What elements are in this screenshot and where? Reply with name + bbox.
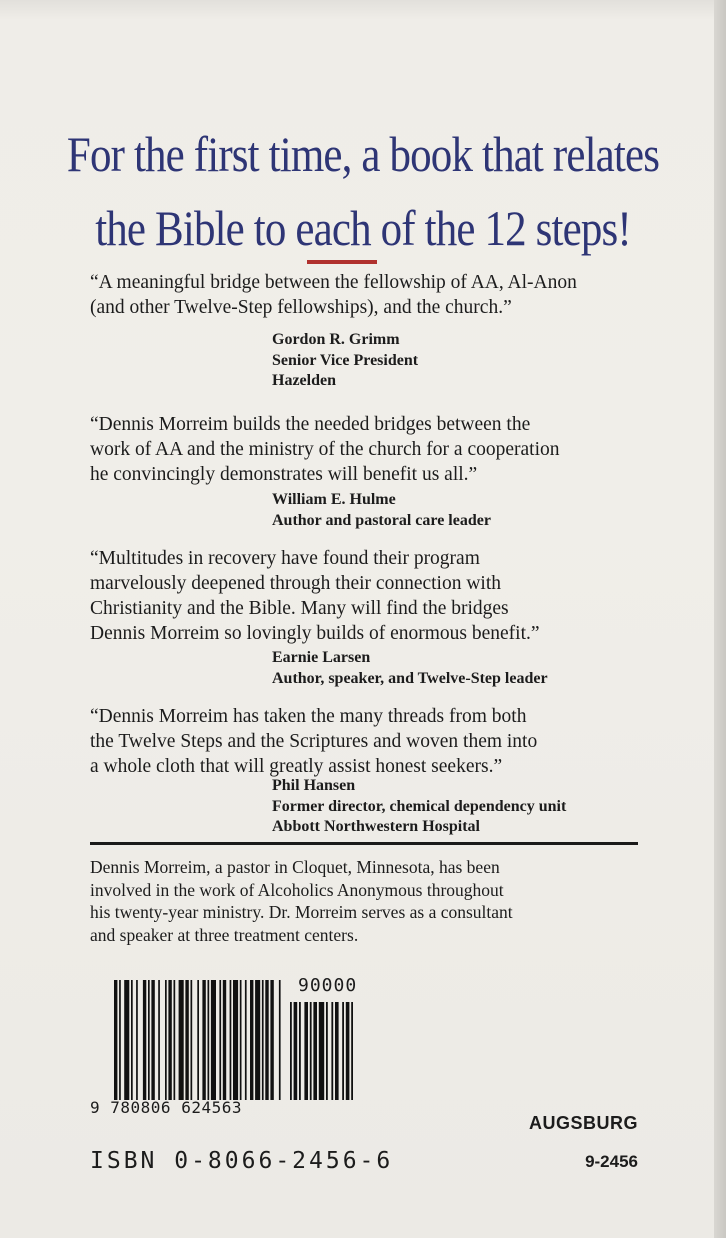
barcode-bar: [197, 980, 199, 1100]
attribution-title: Author and pastoral care leader: [272, 511, 491, 529]
barcode-bar: [255, 980, 260, 1100]
endorsement-attribution-4: [272, 776, 566, 838]
barcode-bar: [124, 980, 129, 1100]
headline-line-2-end: of the 12 steps!: [370, 200, 631, 256]
attribution-name: William E. Hulme: [272, 491, 396, 508]
barcode-bar: [270, 980, 273, 1100]
barcode-addon-bar: [331, 1002, 333, 1100]
barcode-addon-bar: [319, 1002, 324, 1100]
quote-line: marvelously deepened through their connection with: [90, 573, 502, 594]
barcode-addon-bar: [294, 1002, 298, 1100]
barcode-bar: [208, 980, 210, 1100]
barcode-bar: [250, 980, 253, 1100]
barcode-bar: [114, 980, 117, 1100]
barcode-bars: [112, 980, 374, 1102]
barcode-addon-bar: [299, 1002, 301, 1100]
quote-line: a whole cloth that will greatly assist honest seekers.”: [90, 756, 503, 777]
section-divider: [90, 842, 638, 845]
quote-line: Christianity and the Bible. Many will find the bridges: [90, 598, 509, 619]
quote-line: the Twelve Steps and the Scriptures and woven them into: [90, 731, 538, 752]
barcode-addon-bar: [304, 1002, 308, 1100]
headline-line-2-start: the Bible to: [95, 200, 296, 256]
publisher-name: AUGSBURG: [528, 1113, 638, 1133]
barcode-addon-bar: [313, 1002, 317, 1100]
attribution-title: Senior Vice President: [272, 351, 419, 369]
endorsement-quote-1: [90, 270, 577, 320]
bio-line: Dennis Morreim, a pastor in Cloquet, Minnesota, has been: [90, 857, 500, 877]
barcode-bar: [136, 980, 138, 1100]
attribution-organization: Hazelden: [272, 372, 336, 389]
isbn-number: ISBN 0-8066-2456-6: [90, 1148, 394, 1174]
barcode-bar: [168, 980, 171, 1100]
barcode: [112, 980, 374, 1102]
barcode-bar: [233, 980, 238, 1100]
barcode-addon-bar: [326, 1002, 328, 1100]
barcode-bar: [179, 980, 184, 1100]
barcode-bar: [151, 980, 154, 1100]
barcode-bar: [262, 980, 264, 1100]
headline-line-2: [51, 198, 675, 258]
barcode-addon-bar: [351, 1002, 353, 1100]
page-edge: [714, 0, 726, 1238]
barcode-bar: [230, 980, 232, 1100]
quote-line: “A meaningful bridge between the fellowship of AA, Al-Anon: [90, 272, 577, 293]
quote-line: “Multitudes in recovery have found their program: [90, 548, 480, 569]
endorsement-attribution-2: [272, 490, 491, 531]
bio-line: involved in the work of Alcoholics Anonymous throughout: [90, 879, 504, 900]
barcode-bar: [158, 980, 160, 1100]
barcode-addon-bar: [290, 1002, 292, 1100]
attribution-organization: Abbott Northwestern Hospital: [272, 818, 480, 835]
quote-line: work of AA and the ministry of the church for a cooperation: [90, 439, 560, 460]
barcode-addon-bar: [335, 1002, 339, 1100]
quote-line: Dennis Morreim so lovingly builds of enormous benefit.”: [90, 623, 540, 644]
barcode-addon-bar: [342, 1002, 344, 1100]
barcode-bar: [279, 980, 281, 1100]
barcode-bar: [131, 980, 133, 1100]
quote-line: “Dennis Morreim builds the needed bridges between the: [90, 414, 531, 435]
barcode-addon-bar: [346, 1002, 350, 1100]
barcode-bar: [245, 980, 247, 1100]
quote-line: he convincingly demonstrates will benefit us all.”: [90, 464, 478, 485]
attribution-name: Gordon R. Grimm: [272, 331, 400, 348]
barcode-bar: [174, 980, 176, 1100]
barcode-bar: [165, 980, 167, 1100]
catalog-number: 9-2456: [585, 1152, 638, 1171]
quote-line: (and other Twelve-Step fellowships), and the church.”: [90, 297, 512, 318]
endorsement-attribution-3: [272, 648, 548, 689]
barcode-bar: [119, 980, 121, 1100]
barcode-bar: [223, 980, 226, 1100]
headline-line-1: For the first time, a book that relates: [66, 126, 660, 182]
barcode-bar: [148, 980, 150, 1100]
barcode-bar: [143, 980, 146, 1100]
headline-emphasis-word: each: [295, 200, 371, 256]
quote-line: “Dennis Morreim has taken the many threads from both: [90, 706, 527, 727]
author-bio: [90, 856, 513, 946]
barcode-bar: [240, 980, 242, 1100]
barcode-bar: [265, 980, 268, 1100]
barcode-bar: [211, 980, 216, 1100]
barcode-addon-bar: [310, 1002, 312, 1100]
attribution-name: Phil Hansen: [272, 777, 356, 794]
attribution-title: Former director, chemical dependency unit: [272, 797, 567, 815]
endorsement-attribution-1: [272, 330, 418, 392]
cover-top-strip: [0, 0, 718, 20]
attribution-name: Earnie Larsen: [272, 649, 371, 666]
bio-line: his twenty-year ministry. Dr. Morreim serves as a consultant: [90, 902, 513, 922]
endorsement-quote-2: [90, 412, 560, 487]
barcode-bar: [191, 980, 193, 1100]
attribution-title: Author, speaker, and Twelve-Step leader: [272, 669, 548, 687]
barcode-bar: [219, 980, 221, 1100]
barcode-bar: [185, 980, 188, 1100]
emphasis-underline: [307, 260, 377, 264]
barcode-ean-digits: 9 780806 624563: [90, 1098, 242, 1117]
barcode-bar: [202, 980, 205, 1100]
endorsement-quote-4: [90, 704, 537, 779]
barcode-price-code: 90000: [298, 975, 358, 996]
endorsement-quote-3: [90, 546, 540, 646]
bio-line: and speaker at three treatment centers.: [90, 924, 359, 945]
